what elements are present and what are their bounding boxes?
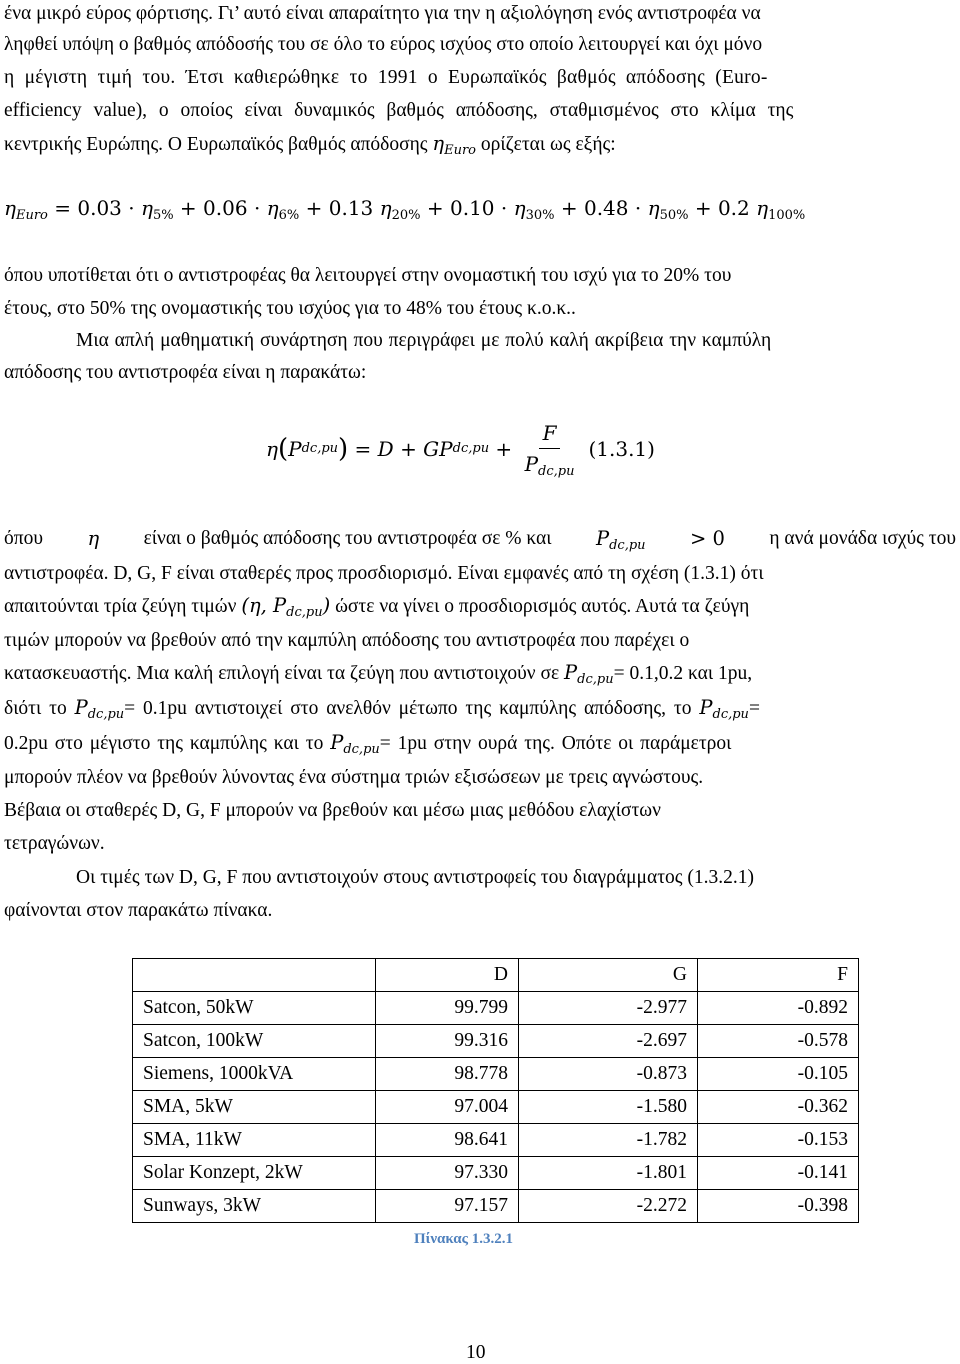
line-text: η ανά μονάδα ισχύς του bbox=[769, 528, 956, 549]
eta-subscript: 30% bbox=[525, 208, 555, 223]
equation-term: + bbox=[489, 436, 519, 461]
line-text: = 1pu στην ουρά της. Οπότε οι παράμετροι bbox=[379, 733, 732, 754]
eta-symbol: η bbox=[266, 196, 279, 220]
paragraph-line bbox=[4, 132, 956, 156]
p-subscript: dc,pu bbox=[712, 707, 749, 722]
table-cell-d: 99.799 bbox=[376, 992, 519, 1025]
table-cell-inverter: SMA, 5kW bbox=[133, 1091, 376, 1124]
line-text: αντιστροφέα. D, G, F είναι σταθερές προς προσδιορισμό. Είναι εμφανές από τη σχέση (1.3.1) ότι bbox=[4, 563, 764, 584]
eta-subscript: 6% bbox=[278, 208, 300, 223]
eta-subscript: Euro bbox=[15, 208, 48, 223]
paragraph-line bbox=[4, 66, 956, 90]
table-cell-d: 97.330 bbox=[376, 1157, 519, 1190]
table-row bbox=[133, 1157, 859, 1190]
eta-symbol: η bbox=[379, 196, 392, 220]
line-text: κατασκευαστής. Μια καλή επιλογή είναι τα ζεύγη που αντιστοιχούν σε bbox=[4, 663, 560, 684]
table-header-cell: D bbox=[376, 959, 519, 992]
paragraph-line bbox=[4, 99, 956, 123]
line-text: efficiency value), ο οποίος είναι δυναμικός βαθμός απόδοσης, σταθμισμένος στο κλίμα της bbox=[4, 100, 794, 121]
p-symbol: P bbox=[330, 731, 344, 754]
equation-term: + 0.13 bbox=[299, 196, 380, 220]
eta-symbol: η bbox=[432, 132, 445, 155]
eta-subscript: 50% bbox=[659, 208, 689, 223]
line-text: μπορούν πλέον να βρεθούν λύνοντας ένα σύστημα τριών εξισώσεων με τρεις αγνώστους. bbox=[4, 767, 704, 788]
equation-term: + 0.48 · bbox=[554, 196, 648, 220]
line-text: όπου bbox=[4, 528, 43, 549]
line-text: = 0.1pu αντιστοιχεί στο ανελθόν μέτωπο της καμπύλης απόδοσης, το bbox=[124, 698, 692, 719]
paragraph-line bbox=[4, 629, 956, 653]
line-text: = 0.1,0.2 και 1pu, bbox=[613, 663, 753, 684]
line-text: ληφθεί υπόψη ο βαθμός απόδοσής του σε όλο το εύρος ισχύος στο οποίο λειτουργεί και όχι μόνο bbox=[4, 34, 763, 55]
table-cell-g: -2.697 bbox=[519, 1025, 698, 1058]
eta-subscript: 5% bbox=[152, 208, 174, 223]
paragraph-line bbox=[76, 866, 956, 890]
line-text: απαιτούνται τρία ζεύγη τιμών bbox=[4, 596, 237, 617]
table-cell-f: -0.398 bbox=[698, 1190, 859, 1223]
eta-symbol: η bbox=[87, 527, 100, 550]
fraction-denominator bbox=[525, 449, 575, 477]
eta-symbol: η bbox=[513, 196, 526, 220]
table-cell-d: 99.316 bbox=[376, 1025, 519, 1058]
paragraph-line bbox=[76, 329, 956, 353]
paragraph-line bbox=[4, 562, 956, 586]
p-subscript: dc,pu bbox=[286, 605, 323, 620]
paragraph-line bbox=[4, 33, 956, 57]
line-text: Οι τιμές των D, G, F που αντιστοιχούν στους αντιστροφείς του διαγράμματος (1.3.2.1) bbox=[76, 867, 755, 888]
line-text: τετραγώνων. bbox=[4, 833, 105, 854]
line-text: η μέγιστη τιμή του. Έτσι καθιερώθηκε το 1991 ο Ευρωπαϊκός βαθμός απόδοσης (Euro- bbox=[4, 67, 768, 88]
table-cell-d: 98.778 bbox=[376, 1058, 519, 1091]
table-header-cell: G bbox=[519, 959, 698, 992]
paragraph-line bbox=[4, 594, 956, 618]
eta-subscript: Euro bbox=[444, 143, 476, 158]
line-text: = bbox=[748, 698, 760, 719]
equation-term: + 0.2 bbox=[688, 196, 757, 220]
table-row bbox=[133, 1190, 859, 1223]
line-text: κεντρικής Ευρώπης. Ο Ευρωπαϊκός βαθμός απόδοσης bbox=[4, 134, 428, 155]
line-text: 0.2pu στο μέγιστο της καμπύλης και το bbox=[4, 733, 324, 754]
table-cell-g: -1.782 bbox=[519, 1124, 698, 1157]
paragraph-line bbox=[4, 361, 956, 385]
table-cell-f: -0.105 bbox=[698, 1058, 859, 1091]
table-cell-g: -1.580 bbox=[519, 1091, 698, 1124]
paragraph-line bbox=[4, 799, 956, 823]
paragraph-line bbox=[4, 766, 956, 790]
paragraph-line bbox=[4, 731, 956, 755]
p-symbol: P bbox=[439, 436, 453, 461]
page-number: 10 bbox=[466, 1342, 486, 1363]
eta-symbol: η bbox=[140, 196, 153, 220]
line-text: Μια απλή μαθηματική συνάρτηση που περιγράφει με πολύ καλή ακρίβεια την καμπύλη bbox=[76, 330, 772, 351]
line-text: απόδοσης του αντιστροφέα είναι η παρακάτω: bbox=[4, 362, 367, 383]
line-text: ώστε να γίνει ο προσδιορισμός αυτός. Αυτά τα ζεύγη bbox=[335, 596, 750, 617]
table-cell-f: -0.141 bbox=[698, 1157, 859, 1190]
table-caption: Πίνακας 1.3.2.1 bbox=[414, 1231, 513, 1247]
p-symbol: P bbox=[74, 696, 88, 719]
line-text: όπου υποτίθεται ότι ο αντιστροφέας θα λειτουργεί στην ονομαστική του ισχύ για το 20% του bbox=[4, 265, 732, 286]
equation-term: + 0.06 · bbox=[173, 196, 267, 220]
table-row bbox=[133, 992, 859, 1025]
table-cell-g: -2.272 bbox=[519, 1190, 698, 1223]
inverter-parameters-table bbox=[132, 958, 859, 1223]
table-cell-g: -0.873 bbox=[519, 1058, 698, 1091]
pair-open: (η, bbox=[241, 594, 274, 617]
equation-label: (1.3.1) bbox=[588, 436, 655, 461]
table-cell-g: -2.977 bbox=[519, 992, 698, 1025]
table-cell-inverter: Satcon, 50kW bbox=[133, 992, 376, 1025]
fraction-numerator: F bbox=[539, 420, 561, 449]
paragraph-line bbox=[4, 297, 956, 321]
equation-term: = 0.03 · bbox=[54, 196, 141, 220]
table-cell-inverter: Sunways, 3kW bbox=[133, 1190, 376, 1223]
p-symbol: P bbox=[524, 452, 539, 476]
paragraph-line bbox=[4, 899, 956, 923]
paren-open: ( bbox=[277, 433, 289, 464]
eta-symbol: η bbox=[647, 196, 660, 220]
p-subscript: dc,pu bbox=[609, 538, 646, 553]
efficiency-function-equation: η ( P dc,pu ) = D + G P dc,pu + $\frac{F}{P_{dc,pu}}$ (1.3.1) bbox=[266, 421, 655, 479]
line-text: ένα μικρό εύρος φόρτισης. Γι’ αυτό είναι απαραίτητο για την η αξιολόγηση ενός αντιστροφέα να bbox=[4, 3, 761, 24]
table-row bbox=[133, 1058, 859, 1091]
eta-symbol: η bbox=[756, 196, 769, 220]
table-row bbox=[133, 1025, 859, 1058]
eta-subscript: 100% bbox=[768, 208, 806, 223]
paren-close: ) bbox=[338, 433, 349, 464]
table-row bbox=[133, 1091, 859, 1124]
p-subscript: dc,pu bbox=[343, 742, 380, 757]
inequality: > 0 bbox=[689, 527, 725, 550]
fraction bbox=[525, 420, 575, 477]
eta-subscript: 20% bbox=[391, 208, 421, 223]
paragraph-line bbox=[4, 661, 956, 685]
table-cell-inverter: SMA, 11kW bbox=[133, 1124, 376, 1157]
eta-symbol: η bbox=[266, 436, 278, 461]
table-cell-d: 97.004 bbox=[376, 1091, 519, 1124]
table-cell-f: -0.153 bbox=[698, 1124, 859, 1157]
paragraph-line bbox=[4, 832, 956, 856]
paragraph-line bbox=[4, 2, 956, 26]
line-text: έτους, στο 50% της ονομαστικής του ισχύος για το 48% του έτους κ.ο.κ.. bbox=[4, 298, 576, 319]
p-subscript: dc,pu bbox=[538, 464, 575, 479]
p-subscript: dc,pu bbox=[87, 707, 125, 722]
table-cell-f: -0.892 bbox=[698, 992, 859, 1025]
paragraph-line bbox=[4, 264, 956, 288]
p-symbol: P bbox=[595, 527, 610, 550]
table-header-row bbox=[133, 959, 859, 992]
table-cell-inverter: Satcon, 100kW bbox=[133, 1025, 376, 1058]
p-symbol: P bbox=[564, 661, 578, 684]
table-cell-f: -0.362 bbox=[698, 1091, 859, 1124]
paragraph-line bbox=[4, 696, 956, 720]
line-text: τιμών μπορούν να βρεθούν από την καμπύλη απόδοσης του αντιστροφέα που παρέχει ο bbox=[4, 630, 690, 651]
table-cell-d: 97.157 bbox=[376, 1190, 519, 1223]
p-symbol: P bbox=[288, 436, 302, 461]
table-row bbox=[133, 1124, 859, 1157]
line-text: Βέβαια οι σταθερές D, G, F μπορούν να βρεθούν και μέσω μιας μεθόδου ελαχίστων bbox=[4, 800, 661, 821]
table-cell-inverter: Siemens, 1000kVA bbox=[133, 1058, 376, 1091]
paragraph-line bbox=[4, 527, 956, 551]
p-subscript: dc,pu bbox=[577, 672, 614, 687]
line-text: ορίζεται ως εξής: bbox=[480, 134, 616, 155]
line-text: διότι το bbox=[4, 698, 67, 719]
table-cell-f: -0.578 bbox=[698, 1025, 859, 1058]
line-text: είναι ο βαθμός απόδοσης του αντιστροφέα σε % και bbox=[143, 528, 552, 549]
table-header-cell bbox=[133, 959, 376, 992]
table-cell-d: 98.641 bbox=[376, 1124, 519, 1157]
table-header-cell: F bbox=[698, 959, 859, 992]
euro-efficiency-equation bbox=[4, 196, 806, 223]
equation-term: = D + G bbox=[348, 436, 440, 461]
table-cell-g: -1.801 bbox=[519, 1157, 698, 1190]
pair-close: ) bbox=[322, 594, 331, 617]
p-symbol: P bbox=[273, 594, 287, 617]
equation-term: + 0.10 · bbox=[420, 196, 514, 220]
p-symbol: P bbox=[699, 696, 713, 719]
line-text: φαίνονται στον παρακάτω πίνακα. bbox=[4, 900, 273, 921]
eta-symbol: η bbox=[4, 196, 16, 220]
table-cell-inverter: Solar Konzept, 2kW bbox=[133, 1157, 376, 1190]
